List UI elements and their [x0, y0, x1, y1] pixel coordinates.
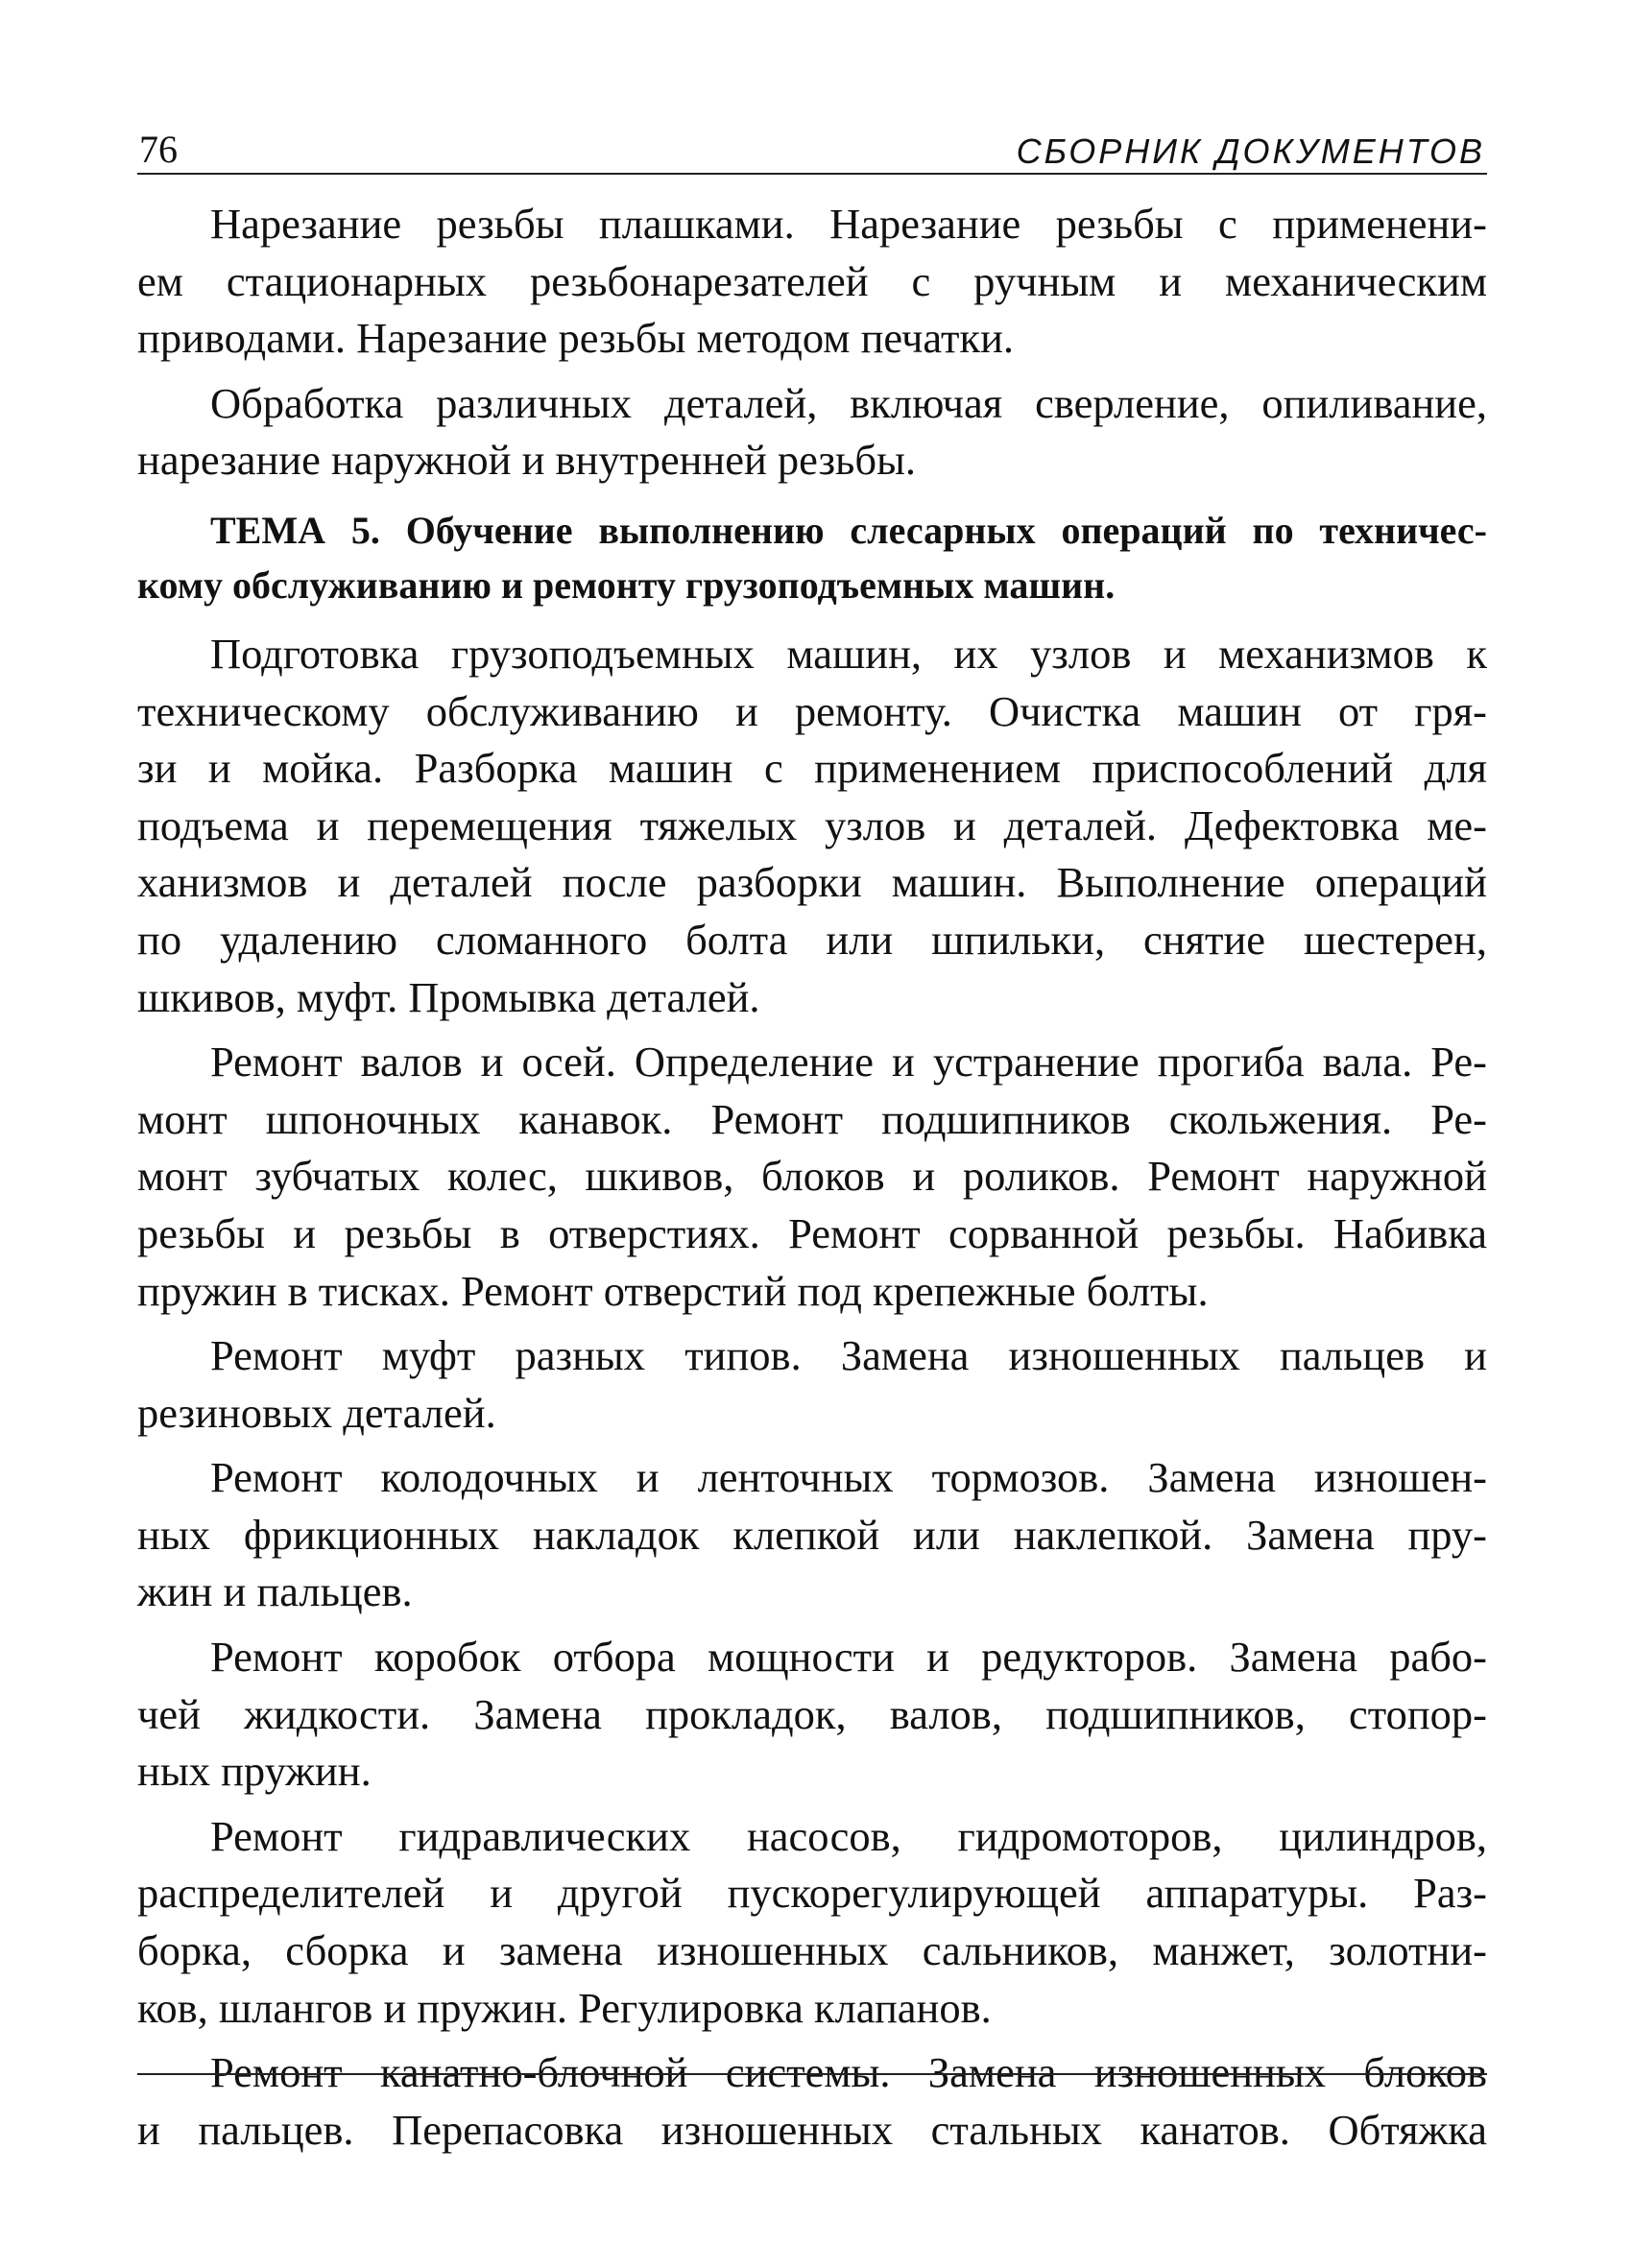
text-line: чей жидкости. Замена прокладок, валов, подшипников, стопор-: [137, 1689, 1487, 1738]
text-line: резиновых деталей.: [137, 1388, 496, 1437]
page-number: 76: [139, 128, 178, 171]
text-line: монт шпоночных канавок. Ремонт подшипников скольжения. Ре-: [137, 1094, 1487, 1143]
text-line: по удалению сломанного болта или шпильки, снятие шестерен,: [137, 915, 1487, 964]
text-line: приводами. Нарезание резьбы методом печатки.: [137, 314, 1015, 363]
intro-paragraphs: [137, 196, 1487, 489]
text-line: монт зубчатых колес, шкивов, блоков и роликов. Ремонт наружной: [137, 1152, 1487, 1201]
text-line: ханизмов и деталей после разборки машин. Выполнение операций: [137, 858, 1487, 907]
text-line: подъема и перемещения тяжелых узлов и деталей. Дефектовка ме-: [137, 800, 1487, 849]
paragraph: [137, 1808, 1487, 2037]
heading-line: кому обслуживанию и ремонту грузоподъемных машин.: [137, 562, 1116, 607]
paragraph: [137, 1034, 1487, 1320]
text-line: ных пружин.: [137, 1747, 372, 1796]
text-line: Ремонт канатно-блочной системы. Замена изношенных блоков: [210, 2048, 1487, 2097]
text-line: ков, шлангов и пружин. Регулировка клапанов.: [137, 1983, 992, 2032]
body-paragraphs: [137, 626, 1487, 2159]
text-line: Нарезание резьбы плашками. Нарезание резьбы с применени-: [210, 200, 1487, 248]
text-line: Ремонт колодочных и ленточных тормозов. Замена изношен-: [210, 1453, 1487, 1502]
text-line: Обработка различных деталей, включая сверление, опиливание,: [210, 378, 1487, 427]
text-line: Ремонт валов и осей. Определение и устранение прогиба вала. Ре-: [210, 1038, 1487, 1086]
text-line: резьбы и резьбы в отверстиях. Ремонт сорванной резьбы. Набивка: [137, 1208, 1487, 1257]
text-line: Подготовка грузоподъемных машин, их узлов и механизмов к: [210, 629, 1487, 678]
footer-rule: [137, 2073, 1487, 2075]
text-line: ем стационарных резьбонарезателей с ручным и механическим: [137, 256, 1487, 305]
paragraph: [137, 375, 1487, 489]
document-page: [137, 115, 1487, 2166]
text-line: и пальцев. Перепасовка изношенных стальных канатов. Обтяжка: [137, 2105, 1487, 2154]
text-line: Ремонт муфт разных типов. Замена изношенных пальцев и: [210, 1331, 1487, 1380]
text-line: нарезание наружной и внутренней резьбы.: [137, 436, 916, 485]
text-line: Ремонт коробок отбора мощности и редукторов. Замена рабо-: [210, 1633, 1487, 1682]
text-line: зи и мойка. Разборка машин с применением приспособлений для: [137, 744, 1487, 793]
paragraph: [137, 1449, 1487, 1621]
heading-line: ТЕМА 5. Обучение выполнению слесарных операций по техничес-: [210, 508, 1487, 552]
text-line: Ремонт гидравлических насосов, гидромоторов, цилиндров,: [210, 1811, 1487, 1860]
text-line: шкивов, муфт. Промывка деталей.: [137, 972, 760, 1021]
text-line: пружин в тисках. Ремонт отверстий под крепежные болты.: [137, 1266, 1209, 1315]
section-heading: [137, 503, 1487, 612]
paragraph: [137, 196, 1487, 368]
page-header: [137, 115, 1487, 175]
text-line: жин и пальцев.: [137, 1567, 413, 1616]
running-title: СБОРНИК ДОКУМЕНТОВ: [1016, 131, 1485, 171]
paragraph: [137, 1629, 1487, 1801]
text-line: борка, сборка и замена изношенных сальников, манжет, золотни-: [137, 1926, 1487, 1975]
text-line: техническому обслуживанию и ремонту. Очистка машин от гря-: [137, 686, 1487, 735]
text-line: ных фрикционных накладок клепкой или наклепкой. Замена пру-: [137, 1510, 1487, 1559]
text-line: распределителей и другой пускорегулирующей аппаратуры. Раз-: [137, 1869, 1487, 1918]
paragraph: [137, 2044, 1487, 2159]
paragraph: [137, 626, 1487, 1026]
paragraph: [137, 1327, 1487, 1442]
